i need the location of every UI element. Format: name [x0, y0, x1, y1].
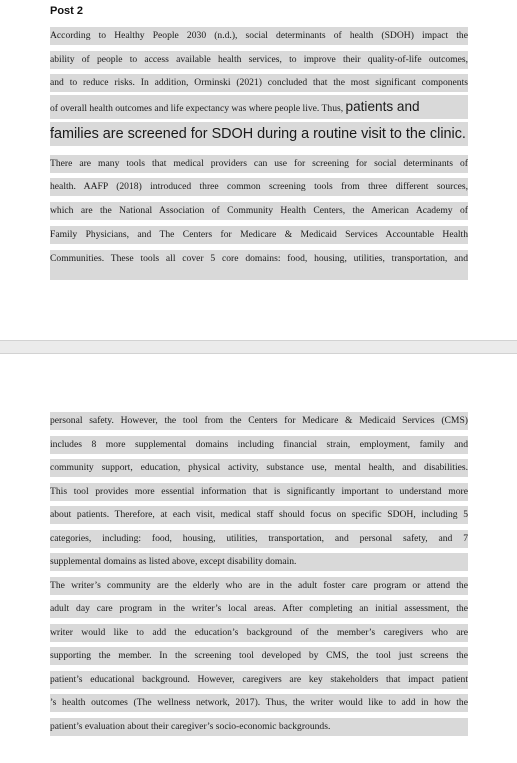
paragraph-line: community support, education, physical activity, substance use, mental health, and disabilities.	[50, 459, 468, 477]
paragraph-line: The writer’s community are the elderly who are in the adult foster care program or attend the	[50, 577, 468, 595]
post-heading: Post 2	[50, 5, 84, 17]
page-break	[0, 340, 517, 354]
paragraph-line: This tool provides more essential information that is significantly important to understand more	[50, 483, 468, 501]
paragraph-line: supporting the member. In the screening tool developed by CMS, the tool just screens the	[50, 647, 468, 665]
paragraph-line: supplemental domains as listed above, except disability domain.	[50, 553, 468, 571]
paragraph-line: includes 8 more supplemental domains including financial strain, employment, family and	[50, 436, 468, 454]
paragraph-line: and to reduce risks. In addition, Orminski (2021) concluded that the most significant components	[50, 74, 468, 92]
paragraph-line: patient’s educational background. However, caregivers are key stakeholders that impact patient	[50, 671, 468, 689]
paragraph-line: writer would like to add the education’s background of the member’s caregivers who are	[50, 624, 468, 642]
document-page-1	[0, 0, 517, 340]
paragraph-line-mixed	[50, 95, 468, 119]
document-page-2	[0, 354, 517, 763]
paragraph-line: health. AAFP (2018) introduced three common screening tools from three different sources,	[50, 178, 468, 196]
paragraph-line: which are the National Association of Community Health Centers, the American Academy of	[50, 202, 468, 220]
paragraph-line-emphasis: families are screened for SDOH during a routine visit to the clinic.	[50, 122, 468, 146]
paragraph-line: ability of people to access available health services, to improve their quality-of-life outcomes,	[50, 51, 468, 69]
paragraph-line: According to Healthy People 2030 (n.d.), social determinants of health (SDOH) impact the	[50, 27, 468, 45]
paragraph-line: patient’s evaluation about their caregiver’s socio-economic backgrounds.	[50, 718, 468, 736]
paragraph-line: adult day care program in the writer’s local areas. After completing an initial assessment, the	[50, 600, 468, 618]
paragraph-line: Family Physicians, and The Centers for Medicare & Medicaid Services Accountable Health	[50, 226, 468, 244]
paragraph-line: about patients. Therefore, at each visit, medical staff should focus on specific SDOH, including 5	[50, 506, 468, 524]
paragraph-line: personal safety. However, the tool from the Centers for Medicare & Medicaid Services (CMS)	[50, 412, 468, 430]
paragraph-line: ’s health outcomes (The wellness network, 2017). Thus, the writer would like to add in how the	[50, 694, 468, 712]
highlight-tail	[50, 268, 468, 280]
paragraph-line: There are many tools that medical providers can use for screening for social determinants of	[50, 155, 468, 173]
paragraph-line-serif-part: of overall health outcomes and life expectancy was where people live. Thus,	[50, 103, 346, 114]
paragraph-line-sans-part: patients and	[345, 99, 420, 114]
paragraph-line: categories, including: food, housing, utilities, transportation, and personal safety, and 7	[50, 530, 468, 548]
paragraph-line: Communities. These tools all cover 5 core domains: food, housing, utilities, transportation, and	[50, 250, 468, 268]
